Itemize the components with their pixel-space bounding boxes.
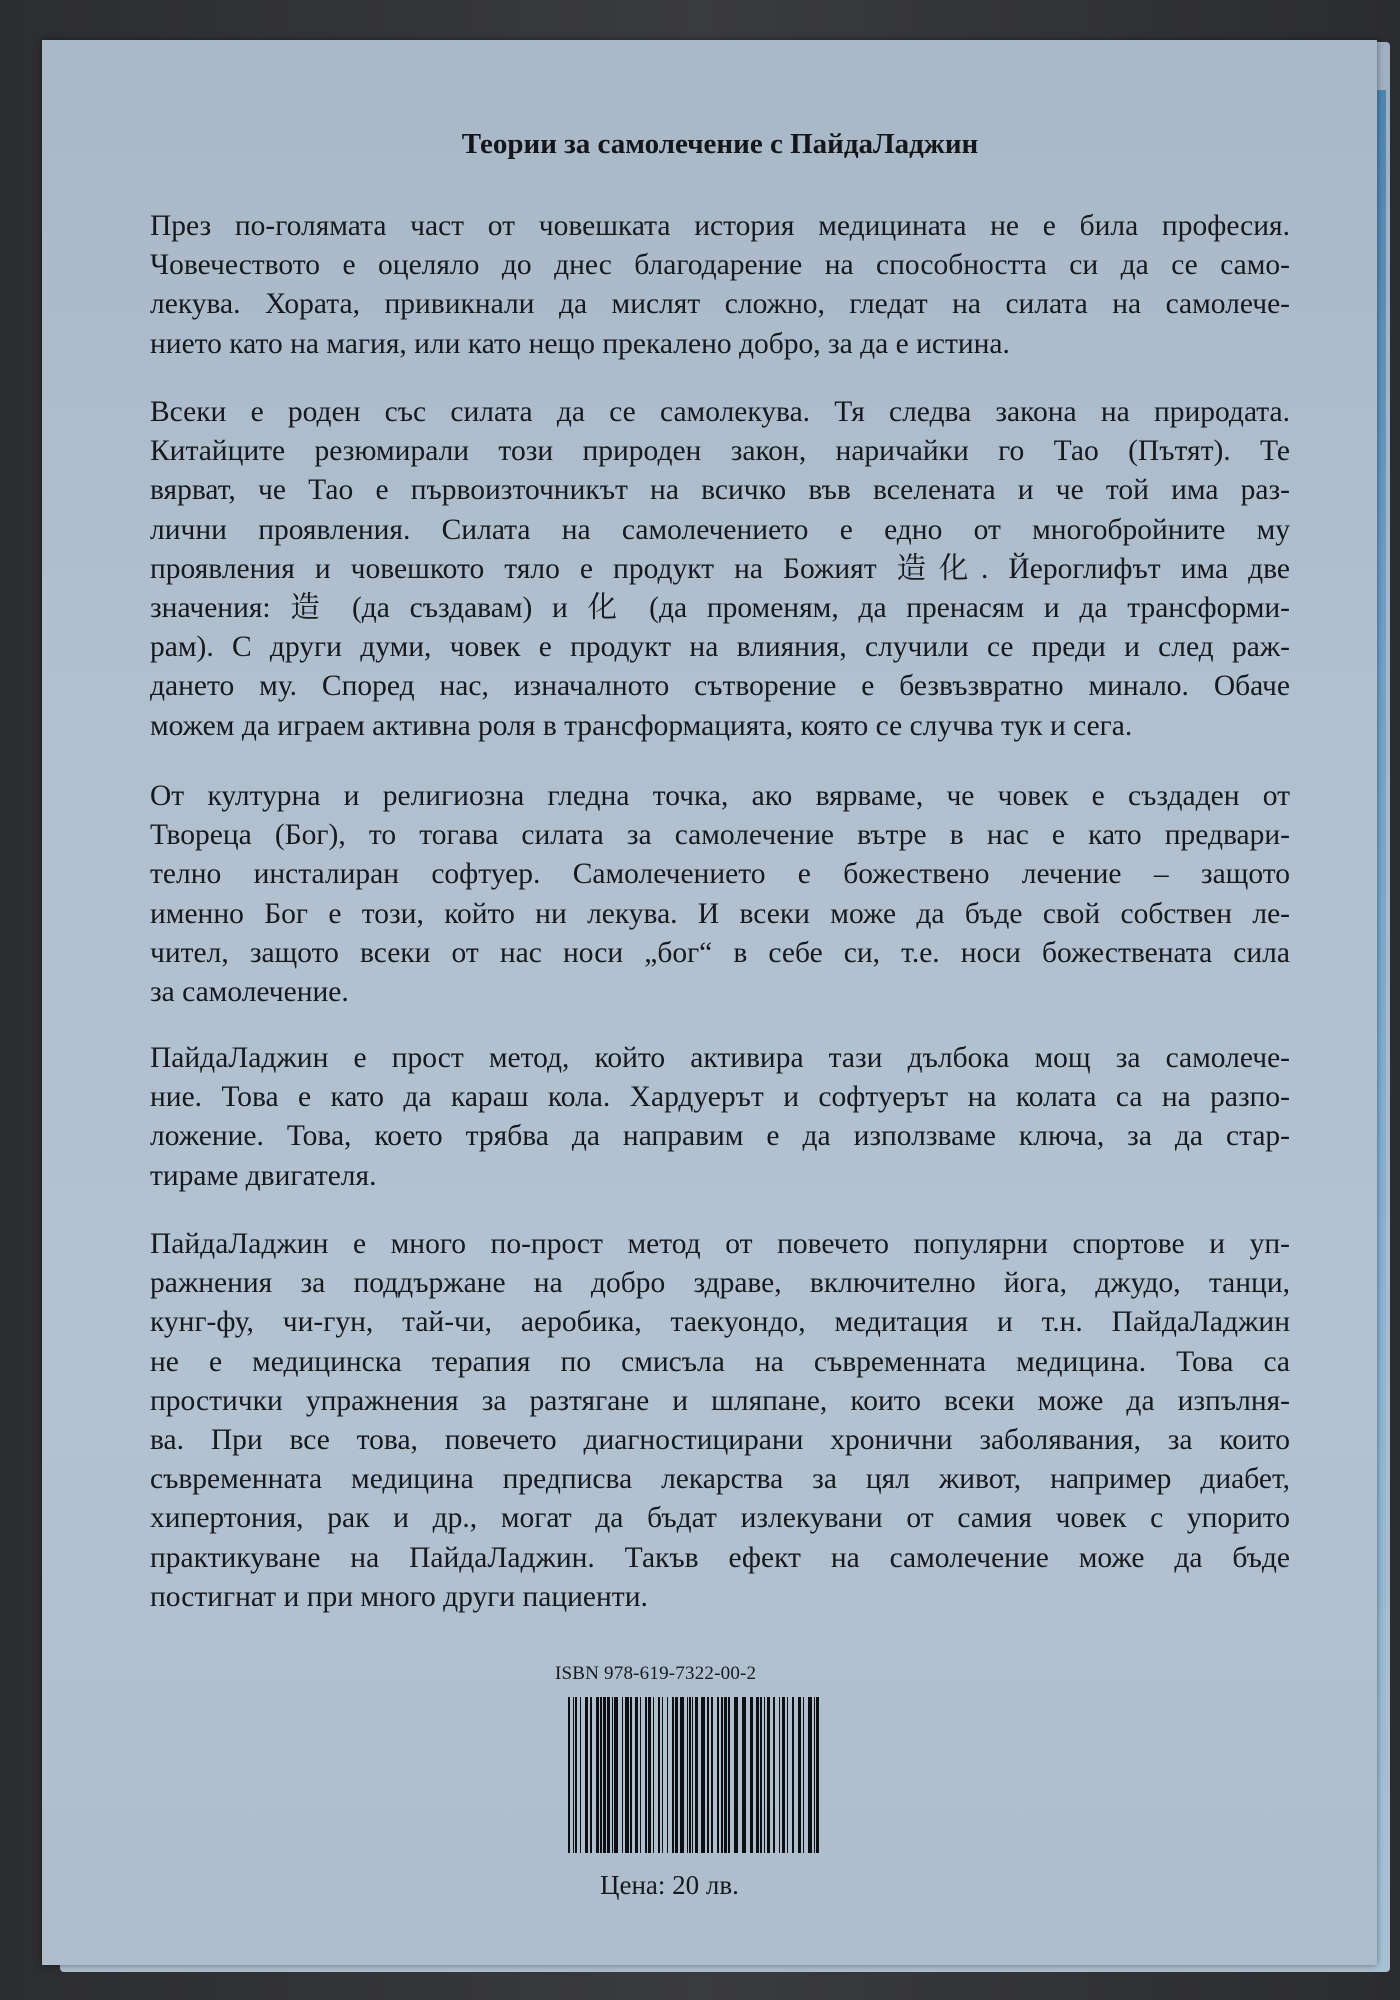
- isbn-number: ISBN 978-619-7322-00-2: [555, 1663, 757, 1684]
- text-line: Човечеството е оцеляло до днес благодарение на способността си да се само-: [150, 249, 1290, 282]
- text-line: проявления и човешкото тяло е продукт на Божият 造化. Йероглифът има две: [150, 552, 1290, 585]
- text-line: ва. При все това, повечето диагностицирани хронични заболявания, за които: [150, 1424, 1290, 1457]
- text-line: можем да играем активна роля в трансформацията, която се случва тук и сега.: [150, 709, 1133, 742]
- text-line: именно Бог е този, който ни лекува. И всеки може да бъде свой собствен ле-: [150, 897, 1290, 930]
- text-line: тираме двигателя.: [150, 1159, 377, 1192]
- text-line: лични проявления. Силата на самолечението е едно от многобройните му: [150, 513, 1290, 546]
- text-line: нието като на магия, или като нещо прекалено добро, за да е истина.: [150, 327, 1010, 360]
- text-line: практикуване на ПайдаЛаджин. Такъв ефект на самолечение може да бъде: [150, 1541, 1290, 1574]
- text-line: чител, защото всеки от нас носи „бог“ в себе си, т.е. носи божествената сила: [150, 936, 1290, 969]
- text-line: не е медицинска терапия по смисъла на съвременната медицина. Това са: [150, 1345, 1290, 1378]
- text-line: телно инсталиран софтуер. Самолечението е божествено лечение – защото: [150, 858, 1290, 891]
- text-line: Твореца (Бог), то тогава силата за самолечение вътре в нас е като предвари-: [150, 819, 1290, 852]
- text-line: простички упражнения за разтягане и шляпане, които всеки може да изпълня-: [150, 1384, 1290, 1417]
- paragraph-4: [150, 1039, 1290, 1196]
- text-line: постигнат и при много други пациенти.: [150, 1580, 648, 1613]
- barcode-bar: [819, 1697, 822, 1853]
- paragraph-1: [150, 207, 1290, 364]
- text-line: Всеки е роден със силата да се самолекува. Тя следва закона на природата.: [150, 396, 1290, 428]
- text-line: От културна и религиозна гледна точка, ако вярваме, че човек е създаден от: [150, 780, 1290, 812]
- price-label: Цена: 20 лв.: [600, 1870, 739, 1900]
- text-line: значения: 造 (да създавам) и 化 (да променям, да пренасям и да трансформи-: [150, 592, 1290, 625]
- text-line: През по-голямата част от човешката история медицината не е била професия.: [150, 210, 1290, 242]
- text-line: за самолечение.: [150, 976, 349, 1009]
- text-line: вярват, че Тао е първоизточникът на всичко във вселената и че той има раз-: [150, 474, 1290, 507]
- text-line: съвременната медицина предписва лекарства за цял живот, например диабет,: [150, 1463, 1290, 1496]
- text-line: ПайдаЛаджин е прост метод, който активира тази дълбока мощ за самолече-: [150, 1042, 1290, 1074]
- text-line: ние. Това е като да караш кола. Хардуерът и софтуерът на колата са на разпо-: [150, 1081, 1290, 1114]
- paragraph-2: [150, 393, 1290, 746]
- text-line: рам). С други думи, човек е продукт на влияния, случили се преди и след раж-: [150, 631, 1290, 664]
- text-line: ражнения за поддържане на добро здраве, включително йога, джудо, танци,: [150, 1267, 1290, 1300]
- text-line: Китайците резюмирали този природен закон, наричайки го Тао (Пътят). Те: [150, 435, 1290, 468]
- text-line: лекува. Хората, привикнали да мислят сложно, гледат на силата на самолече-: [150, 288, 1290, 321]
- barcode-graphic: [568, 1697, 826, 1853]
- cover-title: Теории за самолечение с ПайдаЛаджин: [461, 128, 979, 160]
- text-line: дането му. Според нас, изначалното сътворение е безвъзвратно минало. Обаче: [150, 670, 1290, 703]
- text-line: кунг-фу, чи-гун, тай-чи, аеробика, таекуондо, медитация и т.н. ПайдаЛаджин: [150, 1306, 1290, 1339]
- text-line: хипертония, рак и др., могат да бъдат излекувани от самия човек с упорито: [150, 1502, 1290, 1535]
- text-line: ПайдаЛаджин е много по-прост метод от повечето популярни спортове и уп-: [150, 1228, 1290, 1260]
- text-line: ложение. Това, което трябва да направим е да използваме ключа, за да стар-: [150, 1120, 1290, 1153]
- paragraph-5: [150, 1225, 1290, 1617]
- paragraph-3: [150, 777, 1290, 1012]
